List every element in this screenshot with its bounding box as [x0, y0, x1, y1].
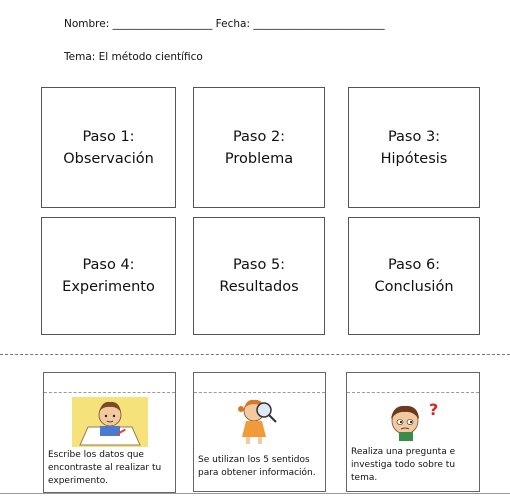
card-tab: [347, 373, 479, 393]
name-date-line: Nombre: ___________________ Fecha: _________________________: [64, 18, 385, 30]
svg-text:?: ?: [429, 400, 439, 419]
girl-magnifier-icon: [236, 397, 282, 445]
card-pregunta: [346, 372, 480, 492]
card-tab: [194, 373, 325, 393]
step-name: Hipótesis: [380, 150, 448, 167]
step-name: Resultados: [219, 279, 299, 295]
step-name: Conclusión: [374, 279, 454, 295]
step-box-1: [41, 87, 176, 208]
step-number: Paso 1:: [82, 128, 135, 145]
step-number: Paso 2:: [232, 128, 286, 145]
step-number: Paso 5:: [232, 257, 286, 273]
step-name: Problema: [224, 150, 294, 167]
step-number: Paso 4:: [82, 257, 135, 273]
step-number: Paso 3:: [387, 128, 441, 145]
card-sentidos: [193, 372, 326, 492]
bottom-rule: [0, 493, 510, 494]
step-box-3: [348, 87, 480, 208]
cut-line: [0, 354, 510, 355]
step-box-6: [348, 217, 480, 335]
card-text: Escribe los datos que encontraste al realizar tu experimento.: [48, 450, 162, 486]
step-box-4: [41, 217, 176, 335]
card-text: Se utilizan los 5 sentidos para obtener información.: [198, 455, 316, 478]
card-tab: [44, 373, 175, 393]
step-box-5: [193, 217, 325, 335]
step-box-2: [193, 87, 325, 208]
card-text: Realiza una pregunta e investiga todo sobre tu tema.: [351, 447, 456, 483]
boy-thinking-icon: [381, 397, 447, 443]
step-name: Experimento: [62, 279, 155, 295]
card-datos: [43, 372, 176, 493]
step-number: Paso 6:: [387, 257, 441, 273]
boy-writing-icon: [72, 397, 148, 447]
step-name: Observación: [63, 150, 154, 167]
topic-line: Tema: El método científico: [64, 51, 203, 63]
